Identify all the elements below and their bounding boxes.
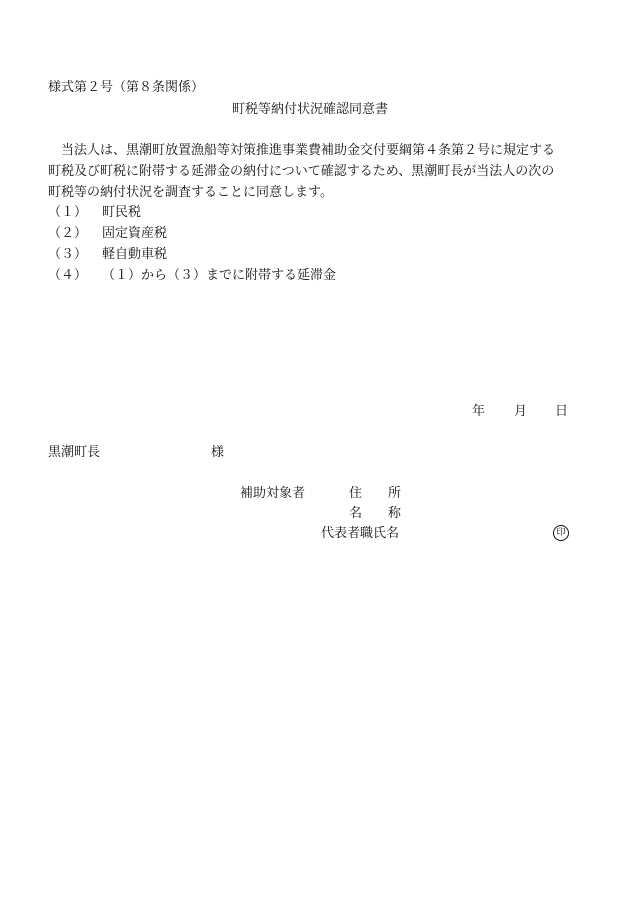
addressee-honorific: 様	[211, 445, 225, 460]
tax-item-label: 軽自動車税	[102, 247, 168, 262]
tax-item-label: （１）から（３）までに附帯する延滞金	[102, 268, 337, 283]
address-label: 住 所	[349, 486, 402, 501]
paragraph-line: 町税及び町税に附帯する延滞金の納付について確認するため、黒潮町長が当法人の次の	[48, 164, 555, 179]
tax-item-number: （４）	[48, 268, 88, 283]
tax-item-label: 町民税	[102, 205, 142, 220]
date-month-label: 月	[514, 404, 528, 419]
paragraph-line: 町税等の納付状況を調査することに同意します。	[48, 185, 333, 200]
tax-item-number: （１）	[48, 205, 88, 220]
date-year-label: 年	[472, 404, 486, 419]
tax-item-number: （２）	[48, 226, 88, 241]
consent-paragraph	[48, 140, 588, 203]
applicant-label: 補助対象者	[240, 486, 306, 501]
tax-item-label: 固定資産税	[102, 226, 168, 241]
tax-item-number: （３）	[48, 247, 88, 262]
form-number: 様式第２号（第８条関係）	[48, 80, 205, 95]
document-title: 町税等納付状況確認同意書	[232, 102, 389, 117]
addressee-name: 黒潮町長	[48, 445, 101, 460]
name-label: 名 称	[349, 506, 402, 521]
representative-label: 代表者職氏名	[321, 526, 400, 541]
date-day-label: 日	[555, 404, 569, 419]
paragraph-line: 当法人は、黒潮町放置漁船等対策推進事業費補助金交付要綱第４条第２号に規定する	[48, 143, 556, 158]
seal-mark: 印	[553, 525, 569, 541]
